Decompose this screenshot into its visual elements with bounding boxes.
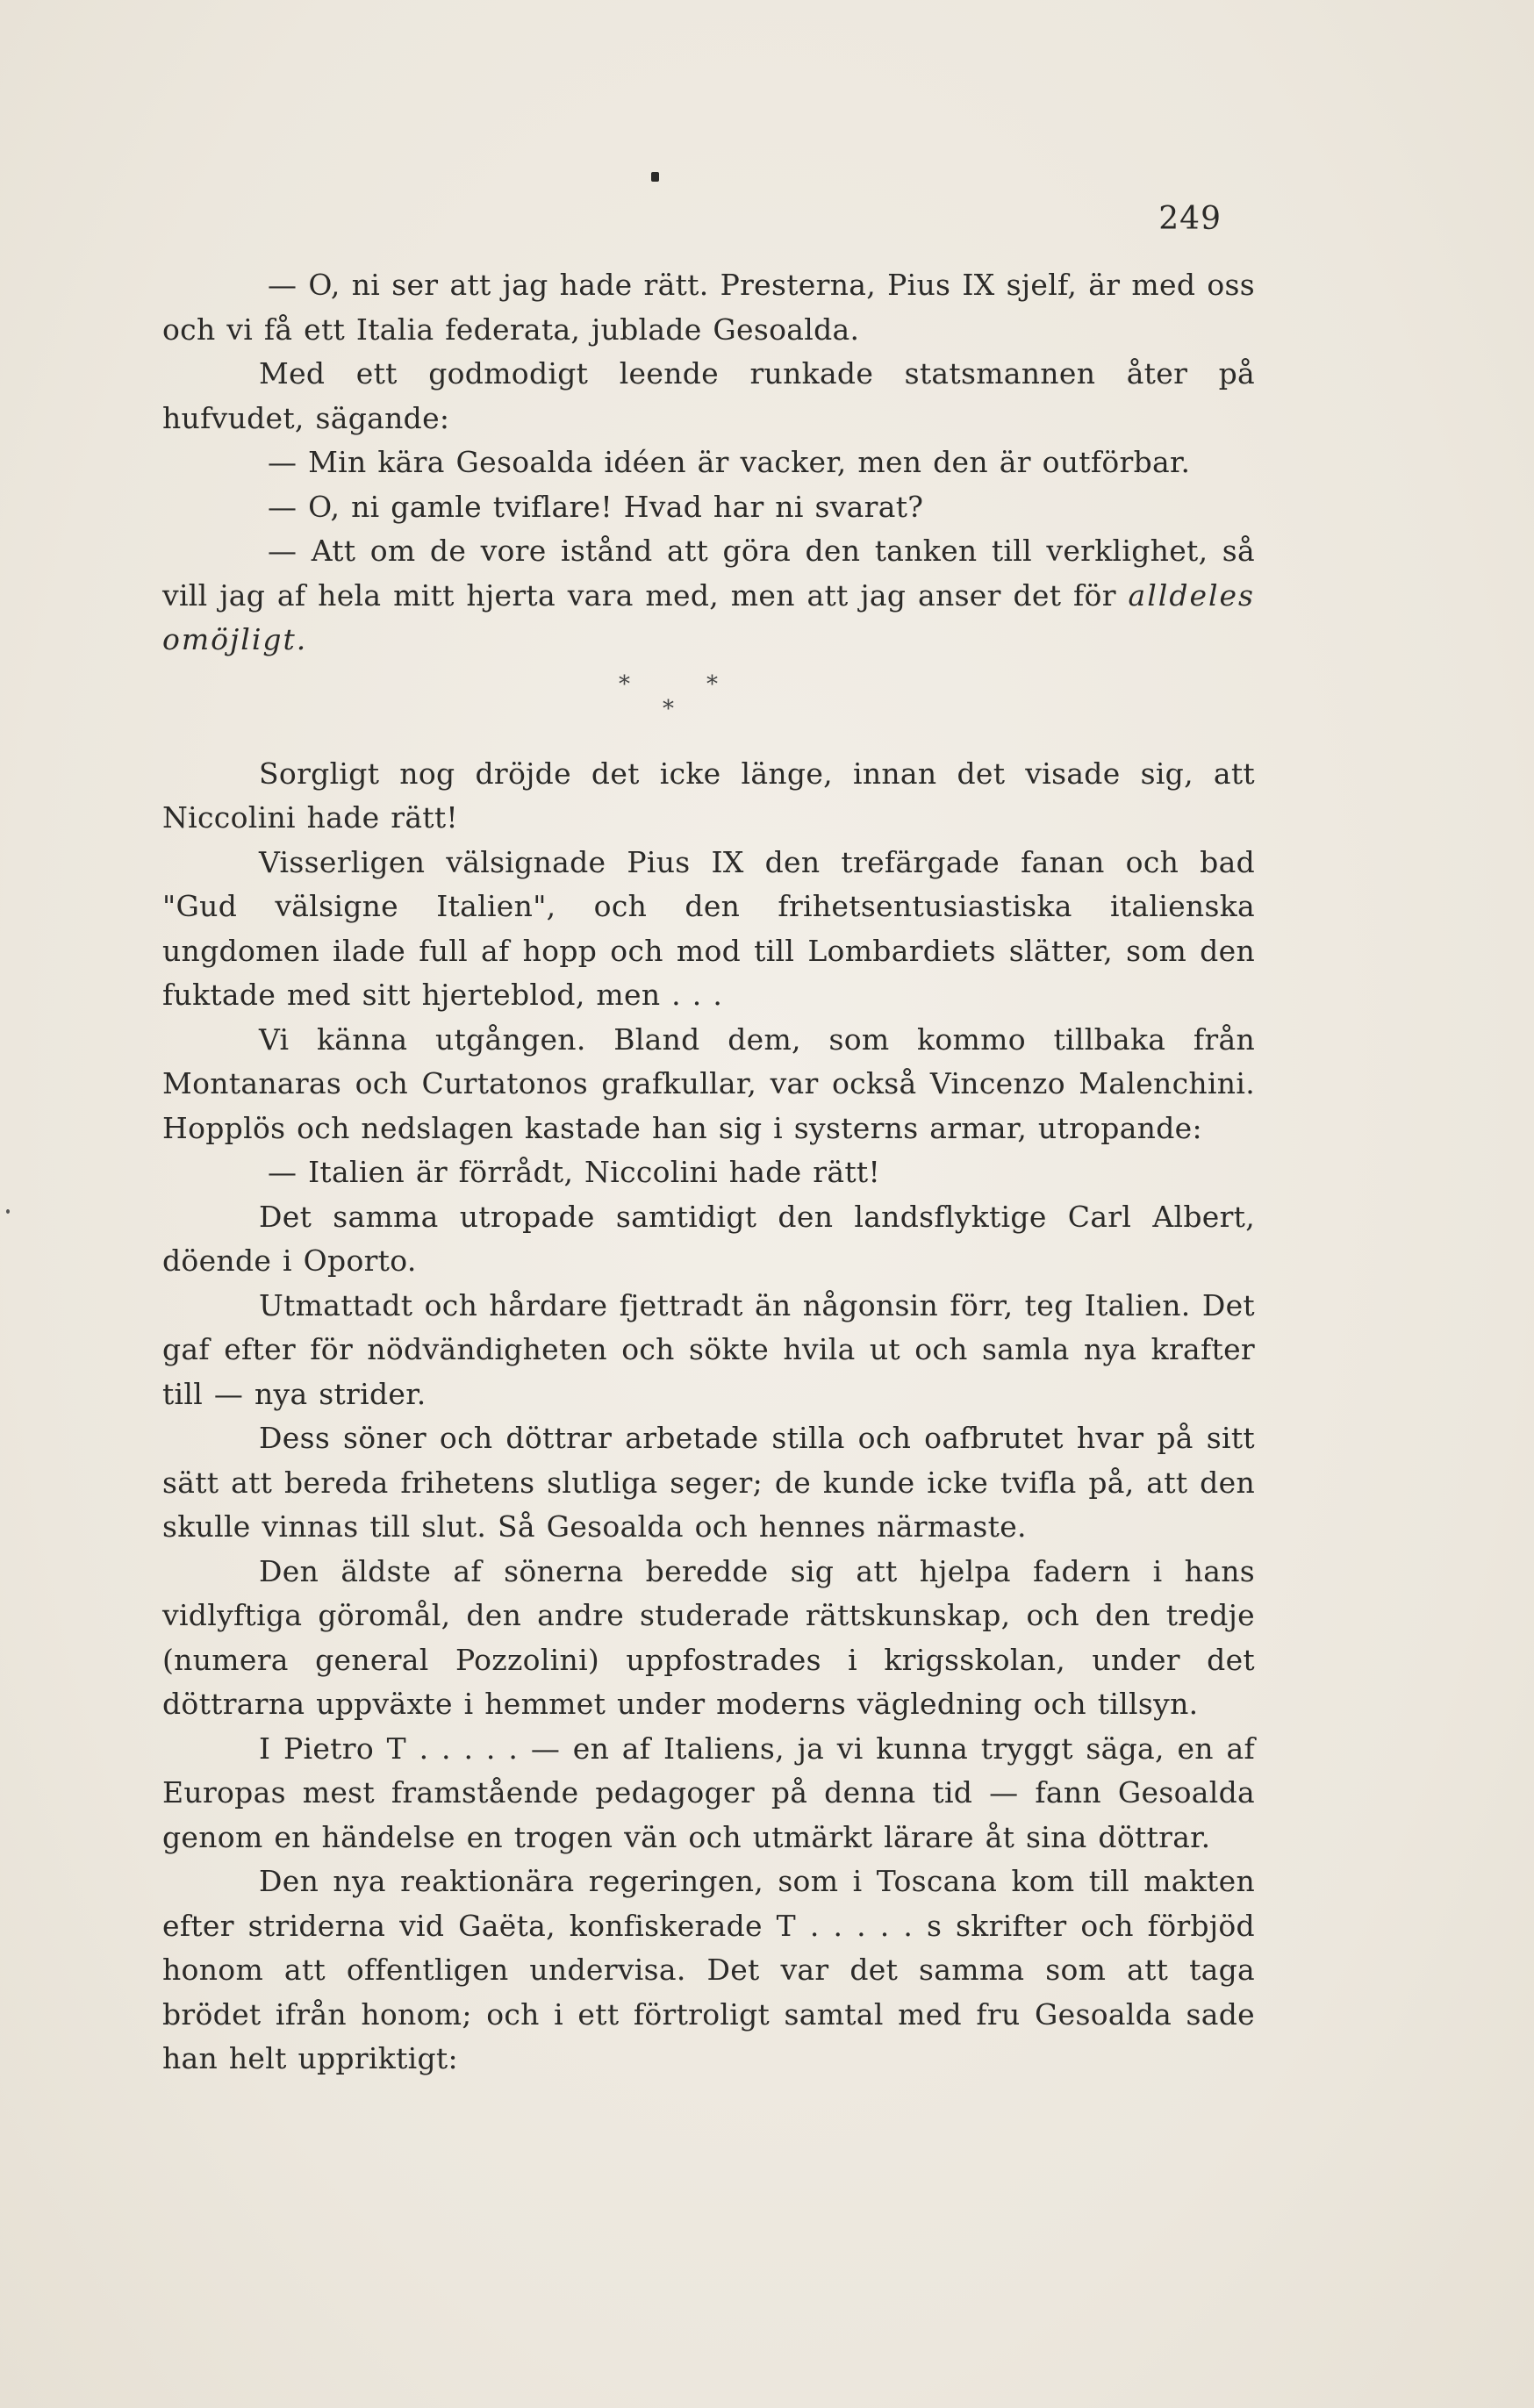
asterism-star: *: [663, 695, 675, 722]
paragraph-text: — Att om de vore istånd att göra den tanken till verklighet, så vill jag af hela mitt hjerta vara med, men att jag anser det för: [162, 534, 1255, 613]
paragraph: — Min kära Gesoalda idéen är vacker, men den är outförbar.: [268, 445, 1191, 479]
paragraph: Den äldste af sönerna beredde sig att hjelpa fadern i hans vidlyftiga göromål, den andre studerade rättskunskap, och den tredje (numera general Pozzolini) uppfostrades i krigsskolan, under det döttrarna uppväxte i hemmet under moderns vägledning och tillsyn.: [162, 1553, 1255, 1721]
emphasized-text: alldeles omöjligt.: [162, 577, 1255, 656]
paragraph: — Italien är förrådt, Niccolini hade rätt!: [268, 1155, 881, 1189]
print-mark: [651, 172, 659, 182]
paragraph: — O, ni gamle tviflare! Hvad har ni svarat?: [268, 489, 924, 524]
paragraph: Utmattadt och hårdare fjettradt än någonsin förr, teg Italien. Det gaf efter för nödvändigheten och sökte hvila ut och samla nya krafter till — nya strider.: [162, 1287, 1255, 1411]
paragraph: I Pietro T . . . . . — en af Italiens, ja vi kunna tryggt säga, en af Europas mest framstående pedagoger på denna tid — fann Gesoalda genom en händelse en trogen vän och utmärkt lärare åt sina döttrar.: [162, 1731, 1255, 1854]
paragraph: [162, 529, 1255, 663]
body-text: [162, 263, 1255, 2082]
asterism-star: *: [619, 670, 631, 698]
paragraph: Dess söner och döttrar arbetade stilla och oafbrutet hvar på sitt sätt att bereda frihetens slutliga seger; de kunde icke tvifla på, att den skulle vinnas till slut. Så Gesoalda och hennes närmaste.: [162, 1421, 1255, 1544]
page-number: 249: [1158, 201, 1222, 237]
section-break-asterism: [162, 666, 1255, 736]
asterism-star: *: [706, 670, 719, 698]
paragraph: Med ett godmodigt leende runkade statsmannen åter på hufvudet, sägande:: [162, 356, 1255, 435]
paragraph: Det samma utropade samtidigt den landsflyktige Carl Albert, döende i Oporto.: [162, 1199, 1255, 1278]
paragraph: Den nya reaktionära regeringen, som i Toscana kom till makten efter striderna vid Gaëta, konfiskerade T . . . . . s skrifter och förbjöd honom att offentligen undervisa. Det var det samma som att taga brödet ifrån honom; och i ett förtroligt samtal med fru Gesoalda sade han helt uppriktigt:: [162, 1864, 1255, 2075]
paragraph: Sorgligt nog dröjde det icke länge, innan det visade sig, att Niccolini hade rätt!: [162, 756, 1255, 835]
paragraph: Vi känna utgången. Bland dem, som kommo tillbaka från Montanaras och Curtatonos grafkullar, var också Vincenzo Malenchini. Hopplös och nedslagen kastade han sig i systerns armar, utropande:: [162, 1021, 1255, 1145]
margin-speck: [6, 1209, 10, 1214]
paragraph: — O, ni ser att jag hade rätt. Presterna, Pius IX sjelf, är med oss och vi få ett Italia federata, jublade Gesoalda.: [162, 268, 1255, 347]
paragraph: Visserligen välsignade Pius IX den trefärgade fanan och bad "Gud välsigne Italien", och den frihetsentusiastiska italienska ungdomen ilade full af hopp och mod till Lombardiets slätter, som den fuktade med sitt hjerteblod, men . . .: [162, 844, 1255, 1012]
